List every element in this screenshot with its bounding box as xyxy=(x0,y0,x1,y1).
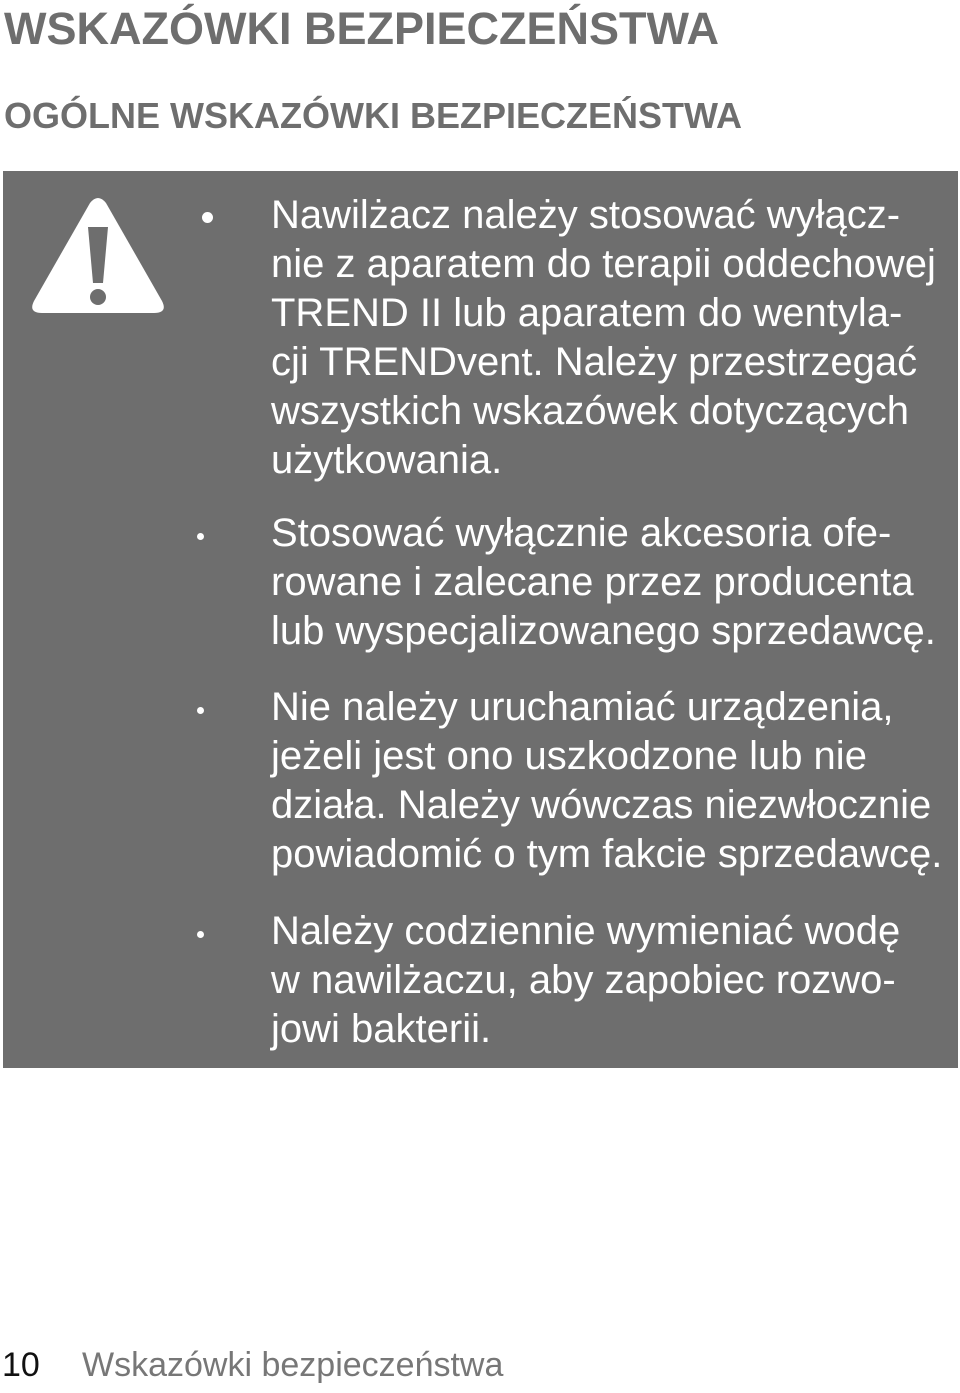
text-line: TREND II lub aparatem do wentyla- xyxy=(271,291,903,335)
bullet-icon xyxy=(197,707,204,714)
text-line: działa. Należy wówczas niezwłocznie xyxy=(271,783,932,827)
warning-triangle-icon xyxy=(30,195,166,319)
bullet-text xyxy=(271,683,951,879)
bullet-icon xyxy=(197,931,204,938)
text-line: nie z aparatem do terapii oddechowej xyxy=(271,242,936,286)
bullet-icon xyxy=(202,212,213,223)
text-line: jowi bakterii. xyxy=(271,1007,492,1051)
warning-box xyxy=(3,171,958,1068)
text-line: cji TRENDvent. Należy przestrzegać xyxy=(271,340,918,384)
bullet-text xyxy=(271,509,951,656)
bullet-text xyxy=(271,907,951,1054)
page-number: 10 xyxy=(2,1346,40,1384)
text-line: Należy codziennie wymieniać wodę xyxy=(271,909,901,953)
text-line: Stosować wyłącznie akcesoria ofe- xyxy=(271,511,892,555)
page-title: WSKAZÓWKI BEZPIECZEŃSTWA xyxy=(4,3,719,54)
running-footer-title: Wskazówki bezpieczeństwa xyxy=(82,1346,504,1384)
bullet-icon xyxy=(197,533,204,540)
text-line: użytkowania. xyxy=(271,438,503,482)
text-line: w nawilżaczu, aby zapobiec rozwo- xyxy=(271,958,896,1002)
section-title: OGÓLNE WSKAZÓWKI BEZPIECZEŃSTWA xyxy=(4,95,742,136)
text-line: wszystkich wskazówek dotyczących xyxy=(271,389,909,433)
text-line: Nie należy uruchamiać urządzenia, xyxy=(271,685,894,729)
text-line: rowane i zalecane przez producenta xyxy=(271,560,914,604)
bullet-text xyxy=(271,191,951,485)
text-line: jeżeli jest ono uszkodzone lub nie xyxy=(271,734,867,778)
text-line: lub wyspecjalizowanego sprzedawcę. xyxy=(271,609,936,653)
text-line: powiadomić o tym fakcie sprzedawcę. xyxy=(271,832,943,876)
text-line: Nawilżacz należy stosować wyłącz- xyxy=(271,193,901,237)
